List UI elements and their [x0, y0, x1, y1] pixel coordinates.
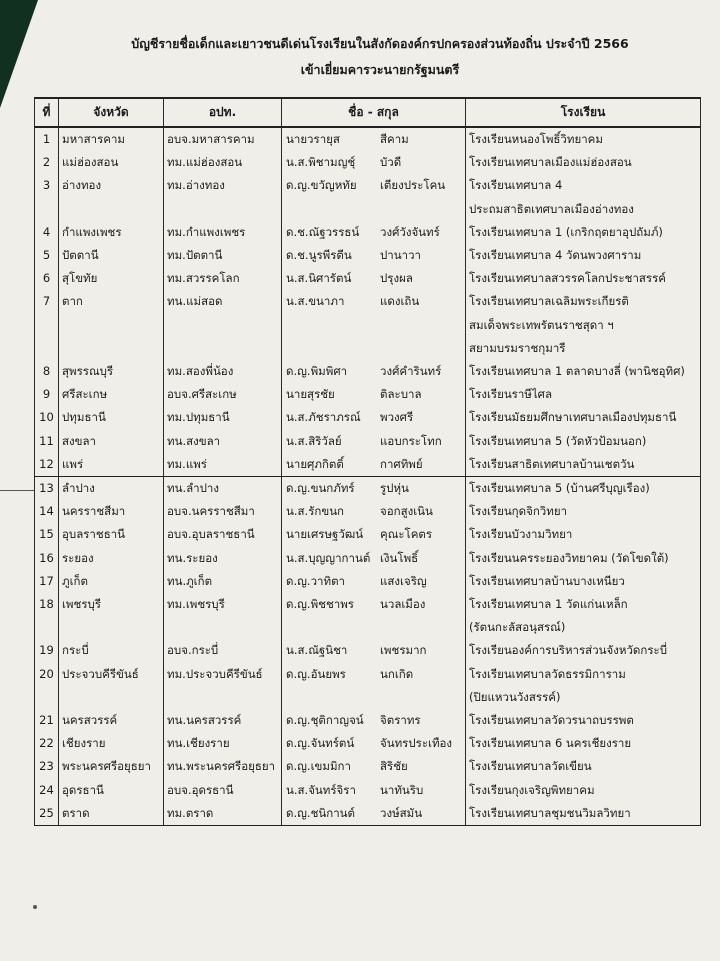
- row-fullname: [282, 755, 466, 778]
- table-row: [35, 244, 701, 267]
- table-row: [35, 755, 701, 778]
- row-province: ตราด: [59, 802, 164, 826]
- last-name: เงินโพธิ์: [380, 550, 419, 565]
- school-line: โรงเรียนเทศบาล 4: [469, 178, 563, 193]
- row-number: 1: [35, 127, 59, 151]
- row-number: 24: [35, 779, 59, 802]
- school-line: โรงเรียนมัธยมศึกษาเทศบาลเมืองปทุมธานี: [469, 410, 677, 425]
- row-org: ทม.แม่ฮ่องสอน: [164, 151, 282, 174]
- row-number: 18: [35, 593, 59, 639]
- row-fullname: [282, 430, 466, 453]
- table-row: [35, 267, 701, 290]
- document-title: บัญชีรายชื่อเด็กและเยาวชนดีเด่นโรงเรียนในสังกัดองค์กรปกครองส่วนท้องถิ่น ประจำปี 2566: [131, 36, 629, 51]
- row-org: ทน.ภูเก็ต: [164, 570, 282, 593]
- last-name: จันทรประเทือง: [380, 736, 453, 751]
- row-org: อบจ.ศรีสะเกษ: [164, 383, 282, 406]
- row-org: ทม.สวรรคโลก: [164, 267, 282, 290]
- first-name: น.ส.นิศารัตน์: [286, 271, 352, 286]
- school-line: โรงเรียนเทศบาลวัดธรรมิการาม: [469, 666, 626, 681]
- school-line: โรงเรียนเทศบาลเฉลิมพระเกียรติ: [469, 294, 629, 309]
- table-row: [35, 779, 701, 802]
- stray-scan-line: [0, 490, 34, 491]
- row-number: 22: [35, 732, 59, 755]
- school-line: โรงเรียนเทศบาลชุมชนวิมลวิทยา: [469, 805, 631, 820]
- row-fullname: [282, 290, 466, 360]
- row-province: แม่ฮ่องสอน: [59, 151, 164, 174]
- table-row: [35, 570, 701, 593]
- document-subtitle: เข้าเยี่ยมคารวะนายกรัฐมนตรี: [300, 62, 460, 77]
- table-row: [35, 290, 701, 360]
- row-fullname: [282, 174, 466, 220]
- row-province: ศรีสะเกษ: [59, 383, 164, 406]
- row-school: [466, 802, 701, 826]
- row-school: [466, 639, 701, 662]
- row-province: อุดรธานี: [59, 779, 164, 802]
- row-number: 3: [35, 174, 59, 220]
- row-school: [466, 127, 701, 151]
- row-fullname: [282, 267, 466, 290]
- last-name: นวลเมือง: [380, 597, 426, 612]
- school-line: โรงเรียนองค์การบริหารส่วนจังหวัดกระบี่: [469, 643, 667, 658]
- header-org: อปท.: [164, 98, 282, 127]
- row-fullname: [282, 732, 466, 755]
- first-name: น.ส.ณัฐนิชา: [286, 643, 348, 658]
- last-name: วงษ์สมัน: [380, 805, 423, 820]
- school-line: โรงเรียนเทศบาลวัดวรนาถบรรพต: [469, 713, 634, 728]
- last-name: พวงศรี: [380, 410, 414, 425]
- row-fullname: [282, 221, 466, 244]
- last-name: วงศ์คำรินทร์: [380, 364, 442, 379]
- table-row: [35, 547, 701, 570]
- school-line: โรงเรียนเทศบาล 6 นครเชียงราย: [469, 736, 632, 751]
- row-org: อบจ.นครราชสีมา: [164, 500, 282, 523]
- first-name: น.ส.บุญญากานต์: [286, 550, 371, 565]
- row-org: ทม.อ่างทอง: [164, 174, 282, 220]
- school-line: โรงเรียนสาธิตเทศบาลบ้านเชตวัน: [469, 456, 635, 471]
- table-row: [35, 802, 701, 826]
- school-line: (ปิยแหวนวังสรรค์): [469, 689, 561, 704]
- row-school: [466, 290, 701, 360]
- row-org: ทน.นครสวรรค์: [164, 709, 282, 732]
- row-school: [466, 221, 701, 244]
- school-line: โรงเรียนเทศบาลบ้านบางเหนียว: [469, 573, 625, 588]
- last-name: บัวดี: [380, 155, 402, 170]
- school-line: สยามบรมราชกุมารี: [469, 340, 566, 355]
- row-province: พระนครศรีอยุธยา: [59, 755, 164, 778]
- row-number: 15: [35, 523, 59, 546]
- row-fullname: [282, 151, 466, 174]
- row-number: 6: [35, 267, 59, 290]
- first-name: น.ส.ขนาภา: [286, 294, 345, 309]
- table-row: [35, 221, 701, 244]
- row-org: ทน.แม่สอด: [164, 290, 282, 360]
- row-org: ทม.สองพี่น้อง: [164, 360, 282, 383]
- row-org: ทม.ตราด: [164, 802, 282, 826]
- row-province: สุพรรณบุรี: [59, 360, 164, 383]
- row-org: ทม.ประจวบคีรีขันธ์: [164, 663, 282, 709]
- first-name: ด.ญ.ชนิกานต์: [286, 805, 355, 820]
- row-province: นครสวรรค์: [59, 709, 164, 732]
- first-name: ด.ญ.พิชชาพร: [286, 597, 354, 612]
- last-name: เพชรมาก: [380, 643, 427, 658]
- first-name: น.ส.รักขนก: [286, 504, 345, 519]
- last-name: นกเกิด: [380, 666, 414, 681]
- table-row: [35, 593, 701, 639]
- row-fullname: [282, 523, 466, 546]
- row-org: อบจ.มหาสารคาม: [164, 127, 282, 151]
- row-number: 20: [35, 663, 59, 709]
- first-name: ด.ญ.อันยพร: [286, 666, 346, 681]
- header-province: จังหวัด: [59, 98, 164, 127]
- table-row: [35, 663, 701, 709]
- last-name: ปานาวา: [380, 248, 421, 263]
- row-fullname: [282, 360, 466, 383]
- school-line: โรงเรียนเทศบาล 5 (วัดหัวป้อมนอก): [469, 433, 647, 448]
- table-row: [35, 360, 701, 383]
- row-fullname: [282, 663, 466, 709]
- row-school: [466, 383, 701, 406]
- row-org: ทน.ลำปาง: [164, 477, 282, 501]
- row-fullname: [282, 244, 466, 267]
- row-school: [466, 593, 701, 639]
- table-row: [35, 383, 701, 406]
- last-name: จิตราทร: [380, 713, 421, 728]
- row-number: 21: [35, 709, 59, 732]
- first-name: นายวรายุส: [286, 132, 340, 146]
- school-line: สมเด็จพระเทพรัตนราชสุดา ฯ: [469, 317, 614, 332]
- row-number: 25: [35, 802, 59, 826]
- row-province: ลำปาง: [59, 477, 164, 501]
- row-number: 11: [35, 430, 59, 453]
- row-fullname: [282, 593, 466, 639]
- table-body: [35, 127, 701, 826]
- first-name: น.ส.สิริวัลย์: [286, 433, 342, 448]
- last-name: สีคาม: [380, 132, 409, 146]
- row-number: 16: [35, 547, 59, 570]
- table-header-row: [35, 98, 701, 127]
- row-org: ทม.เพชรบุรี: [164, 593, 282, 639]
- row-fullname: [282, 500, 466, 523]
- row-province: แพร่: [59, 453, 164, 477]
- table-row: [35, 406, 701, 429]
- first-name: นายศุภกิตติ์: [286, 456, 344, 471]
- row-number: 12: [35, 453, 59, 477]
- row-fullname: [282, 570, 466, 593]
- row-number: 9: [35, 383, 59, 406]
- last-name: คุณะโคตร: [380, 527, 433, 542]
- first-name: น.ส.พิชามญชุ์: [286, 155, 356, 170]
- row-school: [466, 267, 701, 290]
- row-org: ทม.ปทุมธานี: [164, 406, 282, 429]
- school-line: โรงเรียนนครระยองวิทยาคม (วัดโขดใต้): [469, 550, 669, 565]
- row-fullname: [282, 639, 466, 662]
- row-province: อุบลราชธานี: [59, 523, 164, 546]
- school-line: โรงเรียนเทศบาล 1 (เกริกฤตยาอุปถัมภ์): [469, 224, 663, 239]
- last-name: เตียงประโคน: [380, 178, 446, 193]
- row-province: ปทุมธานี: [59, 406, 164, 429]
- last-name: วงศ์วังจันทร์: [380, 224, 440, 239]
- row-school: [466, 500, 701, 523]
- row-org: ทน.สงขลา: [164, 430, 282, 453]
- row-school: [466, 406, 701, 429]
- row-org: อบจ.กระบี่: [164, 639, 282, 662]
- last-name: กาศทิพย์: [380, 456, 423, 471]
- first-name: ด.ช.นูรพีรตีน: [286, 248, 352, 263]
- row-fullname: [282, 709, 466, 732]
- school-line: โรงเรียนกุงเจริญพิทยาคม: [469, 782, 595, 797]
- header-school: โรงเรียน: [466, 98, 701, 127]
- row-org: ทน.พระนครศรีอยุธยา: [164, 755, 282, 778]
- school-line: โรงเรียนบัวงามวิทยา: [469, 527, 573, 542]
- first-name: ด.ญ.เขมมิกา: [286, 759, 351, 774]
- last-name: จอกสูงเนิน: [380, 504, 433, 519]
- row-number: 8: [35, 360, 59, 383]
- table-row: [35, 639, 701, 662]
- row-fullname: [282, 127, 466, 151]
- row-school: [466, 709, 701, 732]
- row-org: ทน.ระยอง: [164, 547, 282, 570]
- row-province: ตาก: [59, 290, 164, 360]
- row-number: 4: [35, 221, 59, 244]
- last-name: ติละบาล: [380, 387, 422, 402]
- row-org: อบจ.อุบลราชธานี: [164, 523, 282, 546]
- row-number: 23: [35, 755, 59, 778]
- row-school: [466, 547, 701, 570]
- row-school: [466, 523, 701, 546]
- row-school: [466, 174, 701, 220]
- row-province: มหาสารคาม: [59, 127, 164, 151]
- row-org: อบจ.อุดรธานี: [164, 779, 282, 802]
- row-province: สงขลา: [59, 430, 164, 453]
- row-number: 10: [35, 406, 59, 429]
- row-school: [466, 360, 701, 383]
- row-org: ทม.แพร่: [164, 453, 282, 477]
- row-school: [466, 430, 701, 453]
- table-row: [35, 453, 701, 477]
- school-line: โรงเรียนกุดจิกวิทยา: [469, 504, 568, 519]
- row-school: [466, 663, 701, 709]
- first-name: ด.ญ.วาทิตา: [286, 573, 345, 588]
- table-row: [35, 523, 701, 546]
- row-fullname: [282, 383, 466, 406]
- row-school: [466, 477, 701, 501]
- row-province: ประจวบคีรีขันธ์: [59, 663, 164, 709]
- first-name: น.ส.จันทร์จิรา: [286, 782, 356, 797]
- row-org: ทม.ปัตตานี: [164, 244, 282, 267]
- row-school: [466, 151, 701, 174]
- school-line: โรงเรียนเทศบาลวัดเขียน: [469, 759, 592, 774]
- school-line: โรงเรียนเทศบาล 1 ตลาดบางลี่ (พานิชอุทิศ): [469, 364, 685, 379]
- row-province: ระยอง: [59, 547, 164, 570]
- school-line: โรงเรียนเทศบาล 4 วัดนพวงศาราม: [469, 248, 642, 263]
- last-name: แดงเถิน: [380, 294, 420, 309]
- last-name: แสงเจริญ: [380, 573, 427, 588]
- row-province: กระบี่: [59, 639, 164, 662]
- row-school: [466, 244, 701, 267]
- school-line: โรงเรียนเทศบาล 1 วัดแก่นเหล็ก: [469, 597, 628, 612]
- row-number: 17: [35, 570, 59, 593]
- row-fullname: [282, 477, 466, 501]
- header-no: ที่: [35, 98, 59, 127]
- row-province: อ่างทอง: [59, 174, 164, 220]
- row-province: เพชรบุรี: [59, 593, 164, 639]
- school-line: โรงเรียนเทศบาลสวรรคโลกประชาสรรค์: [469, 271, 666, 286]
- last-name: สิริชัย: [380, 759, 408, 774]
- row-school: [466, 732, 701, 755]
- table-row: [35, 732, 701, 755]
- row-number: 7: [35, 290, 59, 360]
- row-fullname: [282, 547, 466, 570]
- first-name: น.ส.ภัชราภรณ์: [286, 410, 361, 425]
- table-row: [35, 477, 701, 501]
- row-number: 2: [35, 151, 59, 174]
- row-province: กำแพงเพชร: [59, 221, 164, 244]
- row-province: ภูเก็ต: [59, 570, 164, 593]
- table-row: [35, 174, 701, 220]
- table-row: [35, 127, 701, 151]
- first-name: นายเศรษฐวัฒน์: [286, 527, 364, 542]
- row-org: ทม.กำแพงเพชร: [164, 221, 282, 244]
- first-name: ด.ญ.ชุติกาญจน์: [286, 713, 364, 728]
- row-number: 5: [35, 244, 59, 267]
- row-province: เชียงราย: [59, 732, 164, 755]
- row-number: 14: [35, 500, 59, 523]
- row-fullname: [282, 779, 466, 802]
- row-number: 19: [35, 639, 59, 662]
- first-name: ด.ญ.จันทร์ตน์: [286, 736, 355, 751]
- row-school: [466, 570, 701, 593]
- last-name: รูปหุ่น: [380, 481, 409, 496]
- student-list-table: [34, 97, 701, 826]
- table-row: [35, 709, 701, 732]
- row-number: 13: [35, 477, 59, 501]
- first-name: ด.ญ.ขวัญหทัย: [286, 178, 357, 193]
- last-name: นาทันริบ: [380, 782, 424, 797]
- row-org: ทน.เชียงราย: [164, 732, 282, 755]
- school-line: ประถมสาธิตเทศบาลเมืองอ่างทอง: [469, 201, 634, 216]
- first-name: ด.ญ.พิมพิศา: [286, 364, 348, 379]
- header-name: ชื่อ - สกุล: [282, 98, 466, 127]
- row-fullname: [282, 453, 466, 477]
- row-province: สุโขทัย: [59, 267, 164, 290]
- school-line: (รัตนกะลัสอนุสรณ์): [469, 620, 566, 635]
- row-school: [466, 453, 701, 477]
- last-name: แอบกระโทก: [380, 433, 442, 448]
- row-school: [466, 779, 701, 802]
- table-row: [35, 151, 701, 174]
- table-row: [35, 430, 701, 453]
- school-line: โรงเรียนหนองโพธิ์วิทยาคม: [469, 132, 603, 146]
- stray-dot: [33, 905, 37, 909]
- school-line: โรงเรียนราษีไศล: [469, 387, 553, 402]
- school-line: โรงเรียนเทศบาลเมืองแม่ฮ่องสอน: [469, 155, 632, 170]
- row-school: [466, 755, 701, 778]
- row-province: นครราชสีมา: [59, 500, 164, 523]
- last-name: ปรุงผล: [380, 271, 413, 286]
- row-fullname: [282, 406, 466, 429]
- row-fullname: [282, 802, 466, 826]
- table-row: [35, 500, 701, 523]
- first-name: ด.ช.ณัฐวรรธน์: [286, 224, 360, 239]
- first-name: นายสุรชัย: [286, 387, 335, 402]
- row-province: ปัตตานี: [59, 244, 164, 267]
- school-line: โรงเรียนเทศบาล 5 (บ้านศรีบุญเรือง): [469, 481, 650, 496]
- first-name: ด.ญ.ขนกภัทร์: [286, 481, 355, 496]
